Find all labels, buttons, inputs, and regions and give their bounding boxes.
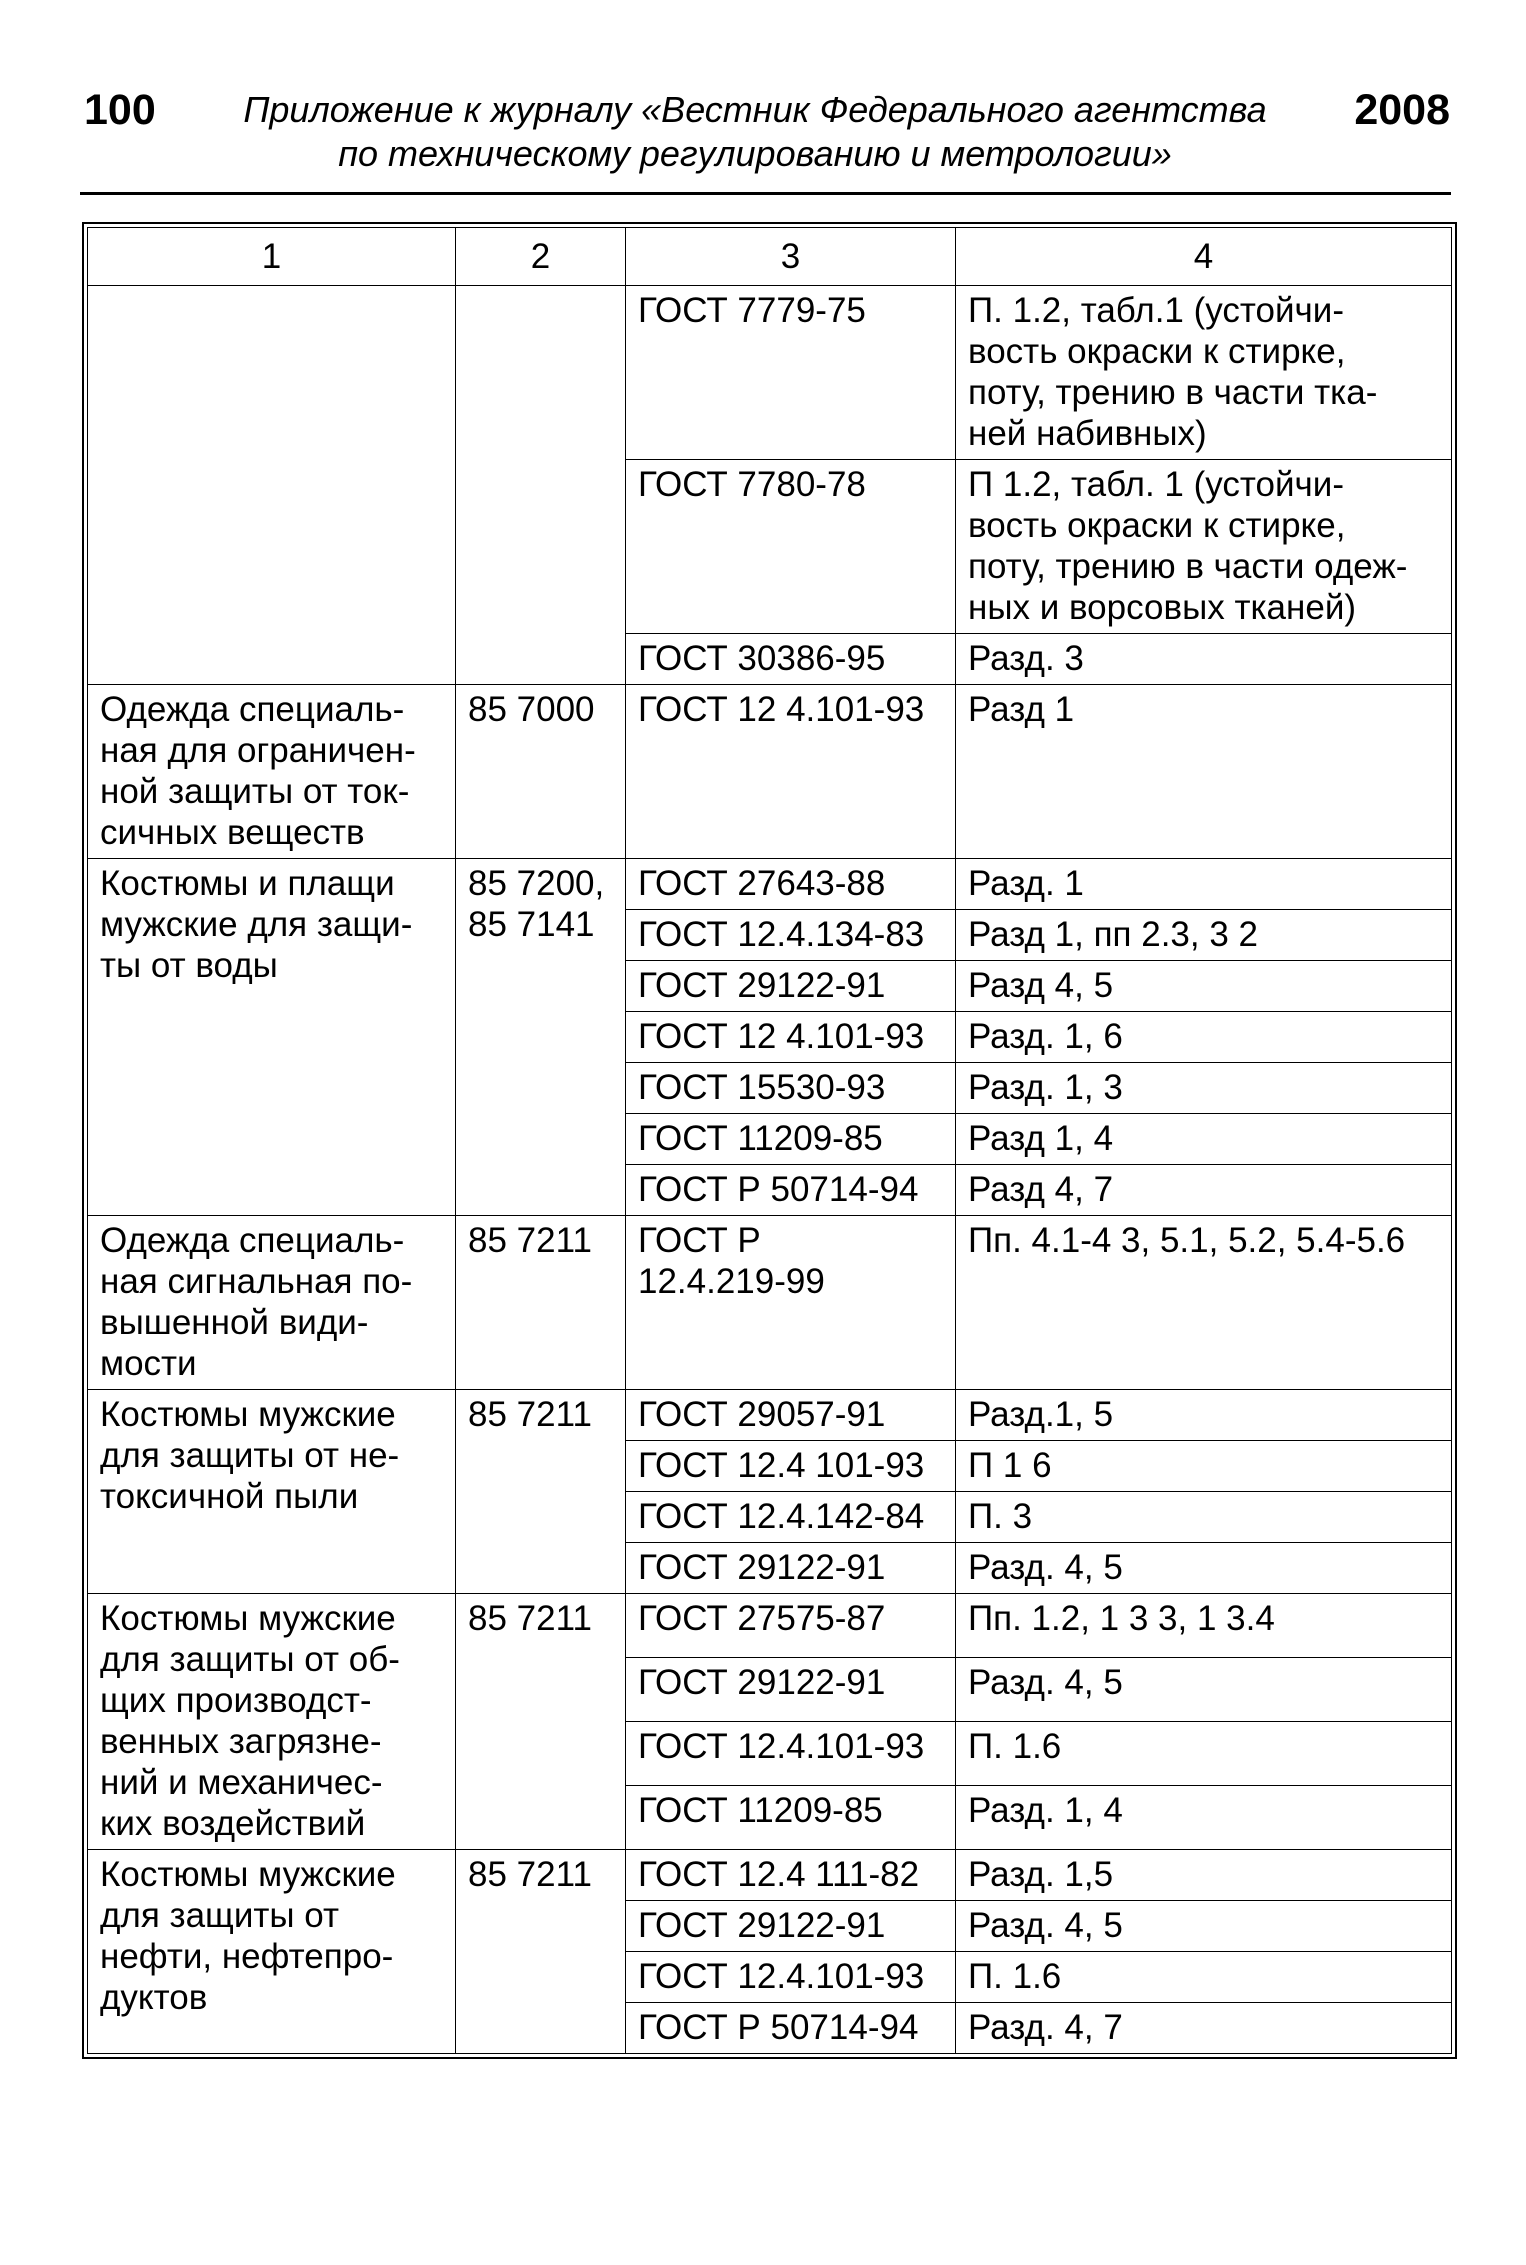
section-cell: Разд 4, 7 <box>956 1165 1452 1216</box>
standard-cell: ГОСТ Р 12.4.219-99 <box>626 1216 956 1390</box>
standard-cell: ГОСТ 12 4.101-93 <box>626 685 956 859</box>
product-cell: Костюмы и плащи мужские для защи- ты от воды <box>88 859 456 1216</box>
page-number: 100 <box>84 86 156 134</box>
code-cell: 85 7200, 85 7141 <box>456 859 626 1216</box>
section-cell: Пп. 4.1-4 3, 5.1, 5.2, 5.4-5.6 <box>956 1216 1452 1390</box>
table-row <box>88 685 1452 859</box>
section-cell: Разд 1, пп 2.3, 3 2 <box>956 910 1452 961</box>
column-header: 4 <box>956 228 1452 286</box>
section-cell: Разд. 1, 3 <box>956 1063 1452 1114</box>
standard-cell: ГОСТ 29122-91 <box>626 1658 956 1722</box>
column-header: 1 <box>88 228 456 286</box>
standard-cell: ГОСТ 12.4.101-93 <box>626 1722 956 1786</box>
standard-cell: ГОСТ 11209-85 <box>626 1114 956 1165</box>
code-cell <box>456 286 626 685</box>
standard-cell: ГОСТ 29122-91 <box>626 961 956 1012</box>
section-cell: Разд. 1, 4 <box>956 1786 1452 1850</box>
standard-cell: ГОСТ 12.4 101-93 <box>626 1441 956 1492</box>
table-row <box>88 1850 1452 1901</box>
product-cell: Одежда специаль- ная для ограничен- ной защиты от ток- сичных веществ <box>88 685 456 859</box>
table-row <box>88 286 1452 460</box>
section-cell: П. 1.6 <box>956 1722 1452 1786</box>
standard-cell: ГОСТ 15530-93 <box>626 1063 956 1114</box>
section-cell: П. 1.6 <box>956 1952 1452 2003</box>
section-cell: Разд 1 <box>956 685 1452 859</box>
standard-cell: ГОСТ 12.4.134-83 <box>626 910 956 961</box>
section-cell: Разд.1, 5 <box>956 1390 1452 1441</box>
column-header: 3 <box>626 228 956 286</box>
table-header-row <box>88 228 1452 286</box>
section-cell: П. 1.2, табл.1 (устойчи- вость окраски к стирке, поту, трению в части тка- ней набивных) <box>956 286 1452 460</box>
standard-cell: ГОСТ 12 4.101-93 <box>626 1012 956 1063</box>
column-header: 2 <box>456 228 626 286</box>
standard-cell: ГОСТ 29057-91 <box>626 1390 956 1441</box>
standard-cell: ГОСТ Р 50714-94 <box>626 2003 956 2054</box>
standards-table-frame <box>82 222 1457 2059</box>
standard-cell: ГОСТ 7780-78 <box>626 460 956 634</box>
code-cell: 85 7211 <box>456 1850 626 2054</box>
standard-cell: ГОСТ Р 50714-94 <box>626 1165 956 1216</box>
product-cell: Одежда специаль- ная сигнальная по- вышенной види- мости <box>88 1216 456 1390</box>
table-row <box>88 1390 1452 1441</box>
table-body <box>88 286 1452 2054</box>
table-row <box>88 1594 1452 1658</box>
standard-cell: ГОСТ 11209-85 <box>626 1786 956 1850</box>
section-cell: Разд. 3 <box>956 634 1452 685</box>
journal-title-line-1: Приложение к журналу «Вестник Федерального агентства <box>243 89 1267 130</box>
section-cell: П 1 6 <box>956 1441 1452 1492</box>
product-cell: Костюмы мужские для защиты от не- токсичной пыли <box>88 1390 456 1594</box>
code-cell: 85 7000 <box>456 685 626 859</box>
standard-cell: ГОСТ 27643-88 <box>626 859 956 910</box>
standard-cell: ГОСТ 29122-91 <box>626 1543 956 1594</box>
section-cell: Разд. 1,5 <box>956 1850 1452 1901</box>
section-cell: Разд 4, 5 <box>956 961 1452 1012</box>
code-cell: 85 7211 <box>456 1216 626 1390</box>
code-cell: 85 7211 <box>456 1390 626 1594</box>
standard-cell: ГОСТ 27575-87 <box>626 1594 956 1658</box>
product-cell <box>88 286 456 685</box>
section-cell: Пп. 1.2, 1 3 3, 1 3.4 <box>956 1594 1452 1658</box>
product-cell: Костюмы мужские для защиты от нефти, нефтепро- дуктов <box>88 1850 456 2054</box>
section-cell: Разд. 4, 5 <box>956 1658 1452 1722</box>
page-header <box>80 80 1450 190</box>
section-cell: Разд. 4, 7 <box>956 2003 1452 2054</box>
standard-cell: ГОСТ 12.4 111-82 <box>626 1850 956 1901</box>
table-row <box>88 859 1452 910</box>
year: 2008 <box>1354 86 1450 134</box>
table-row <box>88 1216 1452 1390</box>
section-cell: П 1.2, табл. 1 (устойчи- вость окраски к стирке, поту, трению в части одеж- ных и ворсовых тканей) <box>956 460 1452 634</box>
journal-title-line-2: по техническому регулированию и метрологии» <box>338 133 1172 174</box>
product-cell: Костюмы мужские для защиты от об- щих производст- венных загрязне- ний и механичес- ких воздействий <box>88 1594 456 1850</box>
section-cell: Разд. 1, 6 <box>956 1012 1452 1063</box>
standard-cell: ГОСТ 7779-75 <box>626 286 956 460</box>
section-cell: Разд. 4, 5 <box>956 1543 1452 1594</box>
section-cell: Разд. 1 <box>956 859 1452 910</box>
journal-title <box>200 88 1310 176</box>
standard-cell: ГОСТ 12.4.142-84 <box>626 1492 956 1543</box>
section-cell: Разд 1, 4 <box>956 1114 1452 1165</box>
standard-cell: ГОСТ 29122-91 <box>626 1901 956 1952</box>
standard-cell: ГОСТ 30386-95 <box>626 634 956 685</box>
section-cell: П. 3 <box>956 1492 1452 1543</box>
standard-cell: ГОСТ 12.4.101-93 <box>626 1952 956 2003</box>
header-rule <box>80 192 1451 195</box>
section-cell: Разд. 4, 5 <box>956 1901 1452 1952</box>
standards-table <box>87 227 1452 2054</box>
code-cell: 85 7211 <box>456 1594 626 1850</box>
